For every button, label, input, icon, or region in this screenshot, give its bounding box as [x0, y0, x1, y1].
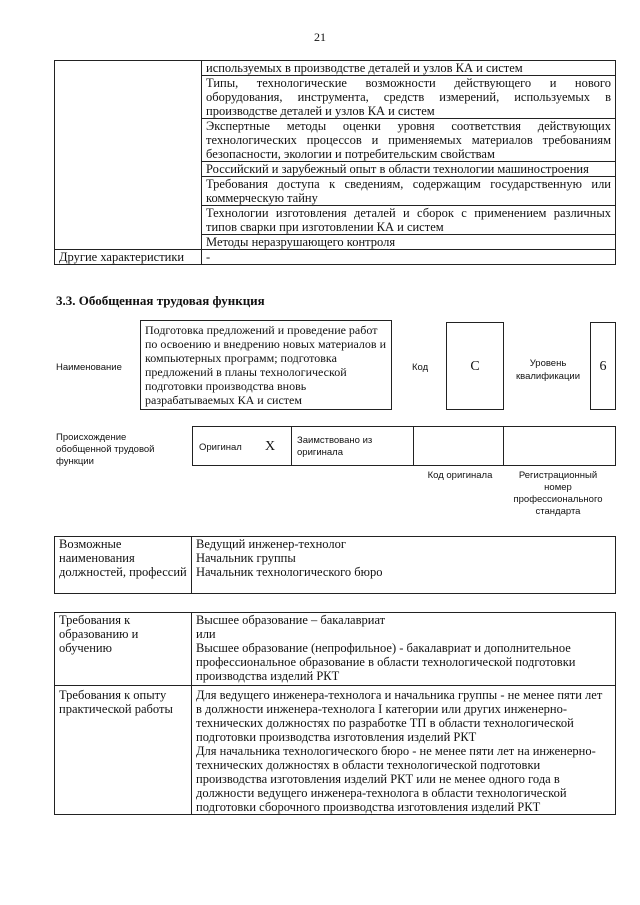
positions-list: [192, 537, 616, 594]
positions-table: [54, 536, 616, 594]
experience-line: Для начальника технологического бюро - не менее пяти лет на инженерно-технических должностях в области технологической подготовки производства изготовления изделий РКТ или не менее одного года в должности ведущего инженера-технолога в области технологической подготовки сборочного производства изготовления изделий РКТ: [196, 744, 596, 814]
code-label: Код: [412, 362, 429, 373]
code-value: C: [446, 322, 504, 410]
knowledge-table: [54, 60, 616, 265]
divider: [413, 427, 414, 465]
education-line: Высшее образование (непрофильное) - бакалавриат и дополнительное профессиональное образование в области технологической подготовки производства изделий РКТ: [196, 641, 576, 683]
name-value: Подготовка предложений и проведение работ по освоению и внедрению новых материалов и компьютерных программ; подготовка предложений в планы технологической подготовки производства вновь разрабатываемых КА и систем: [140, 320, 392, 410]
code-original-label: Код оригинала: [427, 470, 493, 481]
knowledge-row: используемых в производстве деталей и узлов КА и систем: [202, 61, 616, 76]
reg-number-label: Регистрационный номер профессионального стандарта: [513, 470, 603, 517]
experience-line: Для ведущего инженера-технолога и начальника группы - не менее пяти лет в должности инженера-технолога I категории или других инженерно-технических должностях по разработке ТП в области технологической подготовки производства изготовления изделий РКТ: [196, 688, 603, 744]
position-item: Ведущий инженер-технолог: [196, 537, 346, 551]
divider: [291, 427, 292, 465]
education-value: [192, 613, 616, 686]
original-mark: X: [265, 439, 276, 454]
position-item: Начальник группы: [196, 551, 296, 565]
level-value: 6: [590, 322, 616, 410]
knowledge-row: Методы неразрушающего контроля: [202, 235, 616, 250]
page-number: 21: [314, 30, 326, 44]
section-title: 3.3. Обобщенная трудовая функция: [56, 293, 265, 308]
education-line: Высшее образование – бакалавриат: [196, 613, 386, 627]
divider: [503, 427, 504, 465]
education-line: или: [196, 627, 216, 641]
origin-box: [192, 426, 616, 466]
origin-label: Происхождение обобщенной трудовой функции: [56, 432, 155, 467]
level-label: Уровень квалификации: [515, 358, 581, 382]
borrowed-label: Заимствовано из оригинала: [297, 435, 373, 458]
knowledge-row: Экспертные методы оценки уровня соответствия действующих технологических процессов и применяемых материалов требованиям безопасности, экологии и потребительским свойствам: [202, 119, 616, 162]
knowledge-row: Технологии изготовления деталей и сборок с применением различных типов сварки при изготовлении КА и систем: [202, 206, 616, 235]
original-label: Оригинал: [199, 442, 242, 453]
name-label: Наименование: [56, 362, 122, 373]
other-characteristics-label: Другие характеристики: [55, 250, 202, 265]
experience-label: Требования к опыту практической работы: [55, 686, 192, 815]
positions-label: Возможные наименования должностей, профессий: [55, 537, 192, 594]
requirements-table: [54, 612, 616, 815]
other-characteristics-value: -: [202, 250, 616, 265]
knowledge-row: Требования доступа к сведениям, содержащим государственную или коммерческую тайну: [202, 177, 616, 206]
knowledge-row: Типы, технологические возможности действующего и нового оборудования, инструмента, средств измерений, используемых в производстве деталей и узлов КА и систем: [202, 76, 616, 119]
knowledge-label-cell: [55, 61, 202, 250]
position-item: Начальник технологического бюро: [196, 565, 383, 579]
education-label: Требования к образованию и обучению: [55, 613, 192, 686]
knowledge-row: Российский и зарубежный опыт в области технологии машиностроения: [202, 162, 616, 177]
experience-value: [192, 686, 616, 815]
